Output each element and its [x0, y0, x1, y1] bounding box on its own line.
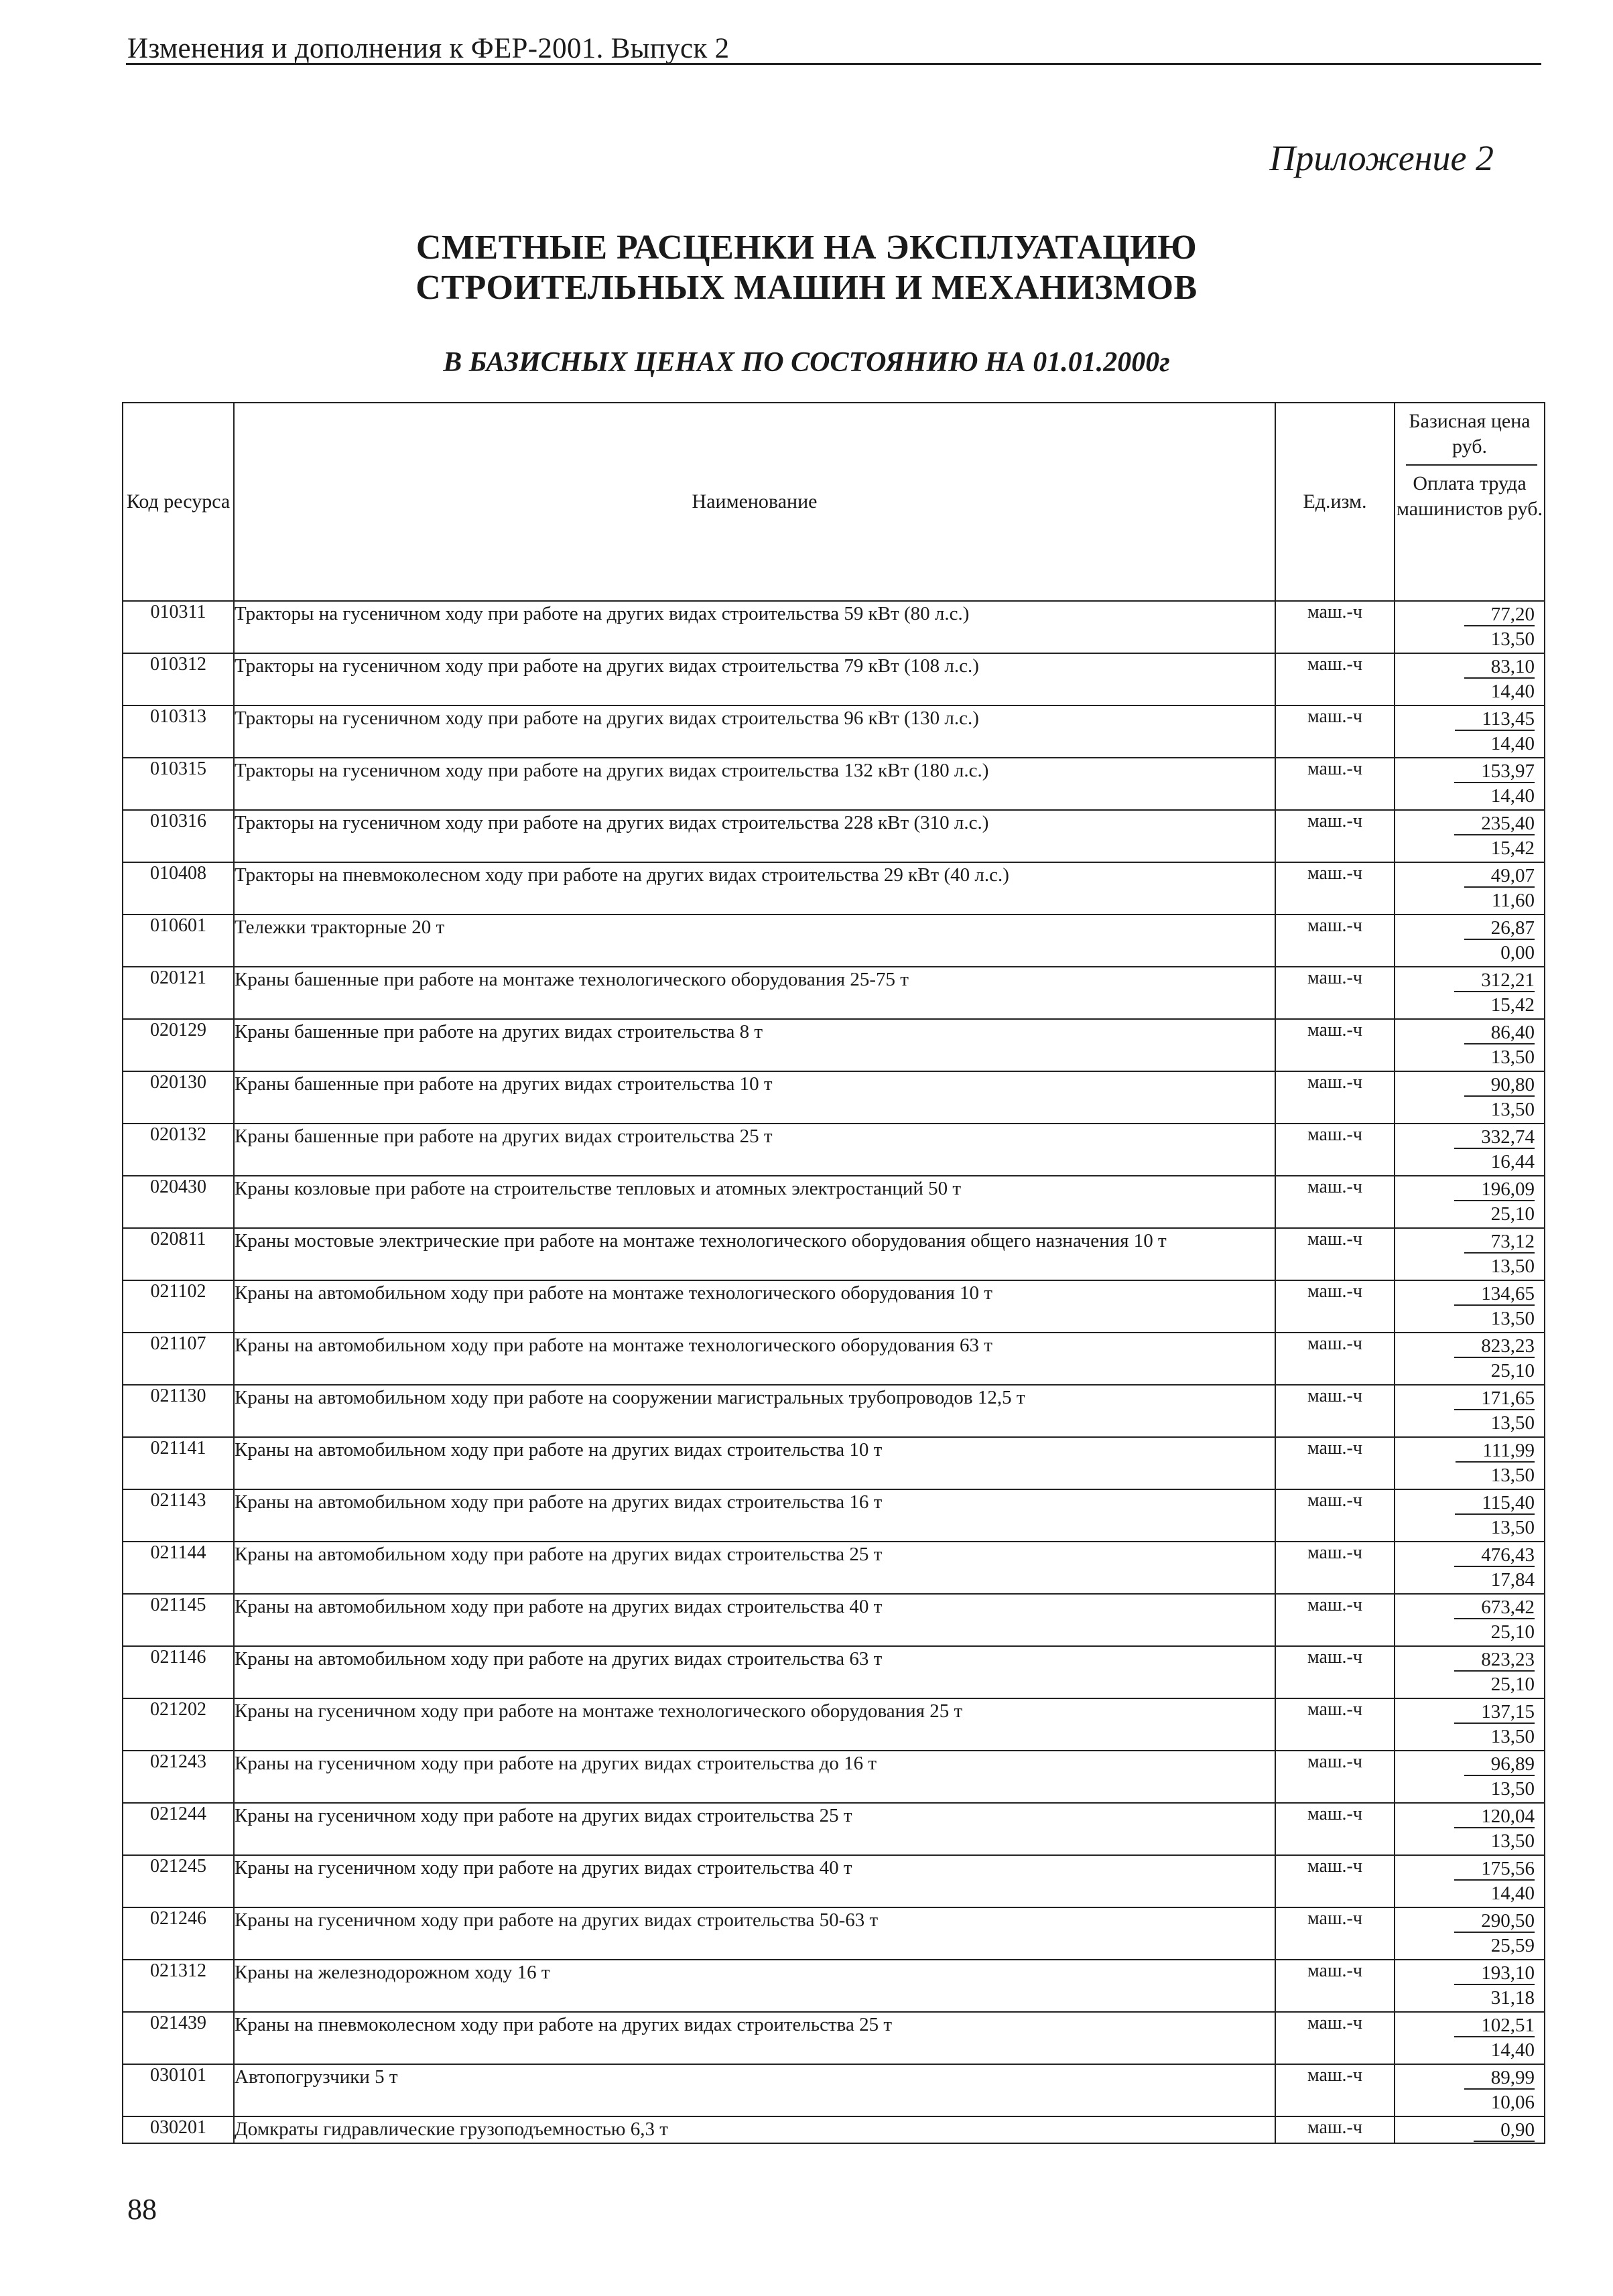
- unit-of-measure: маш.-ч: [1275, 967, 1395, 1019]
- base-price-line: [1395, 1124, 1544, 1148]
- running-header: Изменения и дополнения к ФЕР-2001. Выпуск 2: [127, 33, 730, 64]
- base-price-line: [1395, 706, 1544, 730]
- labor-cost: 13,50: [1490, 628, 1535, 650]
- resource-name: Краны козловые при работе на строительстве тепловых и атомных электростанций 50 т: [234, 1176, 1275, 1228]
- base-price-line: [1395, 1595, 1544, 1619]
- labor-cost: 13,50: [1490, 1308, 1535, 1329]
- resource-name: Тележки тракторные 20 т: [234, 915, 1275, 967]
- resource-name: Краны башенные при работе на других видах строительства 8 т: [234, 1019, 1275, 1071]
- base-price: 823,23: [1454, 1649, 1535, 1672]
- table-row: [123, 705, 1545, 758]
- unit-of-measure: маш.-ч: [1275, 2116, 1395, 2143]
- base-price: 332,74: [1454, 1126, 1535, 1149]
- unit-of-measure: маш.-ч: [1275, 1751, 1395, 1803]
- unit-of-measure: маш.-ч: [1275, 705, 1395, 758]
- unit-of-measure: маш.-ч: [1275, 1019, 1395, 1071]
- base-price-line: [1395, 1333, 1544, 1357]
- column-header-code: Код ресурса: [123, 403, 234, 601]
- resource-name: Краны на автомобильном ходу при работе на других видах строительства 16 т: [234, 1489, 1275, 1542]
- resource-name: Тракторы на гусеничном ходу при работе на других видах строительства 132 кВт (180 л.с.): [234, 758, 1275, 810]
- table-row: [123, 1907, 1545, 1960]
- table-row: [123, 1176, 1545, 1228]
- price-cell: [1395, 705, 1545, 758]
- table-row: [123, 1803, 1545, 1855]
- column-header-base-price: Базисная цена руб.: [1409, 410, 1531, 458]
- price-cell: [1395, 1385, 1545, 1437]
- price-cell: [1395, 758, 1545, 810]
- document-title-line-2: СТРОИТЕЛЬНЫХ МАШИН И МЕХАНИЗМОВ: [415, 269, 1198, 307]
- resource-name: Краны башенные при работе на других видах строительства 25 т: [234, 1124, 1275, 1176]
- base-price-line: [1395, 1490, 1544, 1514]
- base-price-line: [1395, 758, 1544, 783]
- base-price-line: [1395, 1960, 1544, 1984]
- unit-of-measure: маш.-ч: [1275, 1071, 1395, 1124]
- resource-code: 021245: [123, 1855, 234, 1907]
- unit-of-measure: маш.-ч: [1275, 653, 1395, 705]
- table-row: [123, 1124, 1545, 1176]
- unit-of-measure: маш.-ч: [1275, 1803, 1395, 1855]
- table-row: [123, 1019, 1545, 1071]
- labor-cost: 13,50: [1490, 1099, 1535, 1120]
- price-cell: [1395, 1594, 1545, 1646]
- labor-cost: 25,10: [1490, 1360, 1535, 1381]
- resource-code: 020430: [123, 1176, 234, 1228]
- price-cell: [1395, 1280, 1545, 1333]
- column-header-labor-cost: Оплата труда машинистов руб.: [1396, 472, 1543, 520]
- resource-name: Краны на автомобильном ходу при работе на сооружении магистральных трубопроводов 12,5 т: [234, 1385, 1275, 1437]
- resource-code: 021143: [123, 1489, 234, 1542]
- base-price-line: [1395, 1281, 1544, 1305]
- resource-name: Краны на гусеничном ходу при работе на других видах строительства 25 т: [234, 1803, 1275, 1855]
- machine-rates-table: [122, 402, 1545, 2144]
- labor-cost: 13,50: [1490, 1412, 1535, 1434]
- table-row: [123, 1333, 1545, 1385]
- column-header-price: [1395, 403, 1545, 601]
- price-cell: [1395, 1646, 1545, 1698]
- labor-cost: 16,44: [1490, 1151, 1535, 1172]
- base-price: 86,40: [1464, 1022, 1535, 1044]
- resource-name: Краны башенные при работе на других видах строительства 10 т: [234, 1071, 1275, 1124]
- base-price: 89,99: [1464, 2067, 1535, 2090]
- unit-of-measure: маш.-ч: [1275, 1698, 1395, 1751]
- resource-code: 020129: [123, 1019, 234, 1071]
- base-price: 290,50: [1454, 1910, 1535, 1933]
- base-price-line: [1395, 1699, 1544, 1723]
- resource-code: 030101: [123, 2064, 234, 2116]
- unit-of-measure: маш.-ч: [1275, 1385, 1395, 1437]
- resource-name: Краны на пневмоколесном ходу при работе на других видах строительства 25 т: [234, 2012, 1275, 2064]
- labor-cost: 13,50: [1490, 1046, 1535, 1068]
- unit-of-measure: маш.-ч: [1275, 1646, 1395, 1698]
- price-cell: [1395, 2012, 1545, 2064]
- base-price-line: [1395, 2065, 1544, 2089]
- base-price: 235,40: [1454, 813, 1535, 835]
- base-price-line: [1395, 1804, 1544, 1828]
- table-row: [123, 2116, 1545, 2143]
- table-body: [123, 601, 1545, 2143]
- resource-name: Краны на гусеничном ходу при работе на других видах строительства 50-63 т: [234, 1907, 1275, 1960]
- base-price-line: [1395, 1908, 1544, 1932]
- price-cell: [1395, 1176, 1545, 1228]
- unit-of-measure: маш.-ч: [1275, 2064, 1395, 2116]
- base-price: 115,40: [1455, 1492, 1535, 1515]
- base-price: 102,51: [1454, 2015, 1535, 2037]
- price-cell: [1395, 653, 1545, 705]
- table-header-row: [123, 403, 1545, 601]
- unit-of-measure: маш.-ч: [1275, 1542, 1395, 1594]
- labor-cost: 13,50: [1490, 1830, 1535, 1852]
- resource-code: 021243: [123, 1751, 234, 1803]
- resource-name: Краны на гусеничном ходу при работе на других видах строительства до 16 т: [234, 1751, 1275, 1803]
- resource-code: 021202: [123, 1698, 234, 1751]
- resource-code: 021312: [123, 1960, 234, 2012]
- table-row: [123, 1698, 1545, 1751]
- price-cell: [1395, 2116, 1545, 2143]
- resource-code: 021439: [123, 2012, 234, 2064]
- price-cell: [1395, 1228, 1545, 1280]
- resource-name: Краны на гусеничном ходу при работе на монтаже технологического оборудования 25 т: [234, 1698, 1275, 1751]
- unit-of-measure: маш.-ч: [1275, 1176, 1395, 1228]
- base-price-line: [1395, 811, 1544, 835]
- labor-cost: 17,84: [1490, 1569, 1535, 1591]
- resource-code: 020130: [123, 1071, 234, 1124]
- base-price-line: [1395, 654, 1544, 678]
- price-cell: [1395, 1907, 1545, 1960]
- base-price-line: [1395, 1072, 1544, 1096]
- resource-code: 021246: [123, 1907, 234, 1960]
- table-row: [123, 1960, 1545, 2012]
- unit-of-measure: маш.-ч: [1275, 1594, 1395, 1646]
- unit-of-measure: маш.-ч: [1275, 2012, 1395, 2064]
- unit-of-measure: маш.-ч: [1275, 1333, 1395, 1385]
- price-cell: [1395, 915, 1545, 967]
- base-price-line: [1395, 602, 1544, 626]
- resource-name: Краны на автомобильном ходу при работе на других видах строительства 40 т: [234, 1594, 1275, 1646]
- resource-code: 010312: [123, 653, 234, 705]
- unit-of-measure: маш.-ч: [1275, 1960, 1395, 2012]
- resource-code: 020811: [123, 1228, 234, 1280]
- base-price: 153,97: [1454, 760, 1535, 783]
- base-price: 476,43: [1454, 1544, 1535, 1567]
- document-title-line-1: СМЕТНЫЕ РАСЦЕНКИ НА ЭКСПЛУАТАЦИЮ: [415, 228, 1198, 267]
- resource-code: 010311: [123, 601, 234, 653]
- resource-name: Краны на автомобильном ходу при работе на других видах строительства 63 т: [234, 1646, 1275, 1698]
- price-cell: [1395, 1698, 1545, 1751]
- unit-of-measure: маш.-ч: [1275, 601, 1395, 653]
- price-header-divider: [1406, 464, 1537, 466]
- price-cell: [1395, 2064, 1545, 2116]
- base-price-line: [1395, 967, 1544, 992]
- unit-of-measure: маш.-ч: [1275, 1124, 1395, 1176]
- resource-name: Тракторы на гусеничном ходу при работе на других видах строительства 59 кВт (80 л.с.): [234, 601, 1275, 653]
- resource-code: 021130: [123, 1385, 234, 1437]
- table-row: [123, 1437, 1545, 1489]
- price-cell: [1395, 862, 1545, 915]
- price-cell: [1395, 1855, 1545, 1907]
- price-cell: [1395, 1751, 1545, 1803]
- labor-cost: 14,40: [1490, 785, 1535, 807]
- labor-cost: 13,50: [1490, 1726, 1535, 1747]
- resource-code: 020121: [123, 967, 234, 1019]
- base-price-line: [1395, 1856, 1544, 1880]
- base-price: 49,07: [1464, 865, 1535, 888]
- resource-name: Краны на гусеничном ходу при работе на других видах строительства 40 т: [234, 1855, 1275, 1907]
- unit-of-measure: маш.-ч: [1275, 1228, 1395, 1280]
- base-price: 673,42: [1454, 1597, 1535, 1619]
- resource-code: 020132: [123, 1124, 234, 1176]
- base-price: 120,04: [1454, 1806, 1535, 1828]
- labor-cost: 25,10: [1490, 1203, 1535, 1225]
- labor-cost: 13,50: [1490, 1517, 1535, 1538]
- column-header-name: Наименование: [234, 403, 1275, 601]
- price-cell: [1395, 1124, 1545, 1176]
- resource-name: Краны на железнодорожном ходу 16 т: [234, 1960, 1275, 2012]
- base-price-line: [1395, 1020, 1544, 1044]
- base-price-line: [1395, 2013, 1544, 2037]
- base-price: 175,56: [1454, 1858, 1535, 1881]
- base-price-line: [1395, 1542, 1544, 1566]
- labor-cost: 10,06: [1490, 2092, 1535, 2113]
- resource-name: Автопогрузчики 5 т: [234, 2064, 1275, 2116]
- labor-cost: 14,40: [1490, 681, 1535, 702]
- labor-cost: 15,42: [1490, 837, 1535, 859]
- base-price: 312,21: [1454, 969, 1535, 992]
- price-cell: [1395, 1333, 1545, 1385]
- base-price: 77,20: [1464, 604, 1535, 626]
- resource-code: 021144: [123, 1542, 234, 1594]
- base-price-line: [1395, 1438, 1544, 1462]
- resource-code: 021244: [123, 1803, 234, 1855]
- labor-cost: 25,10: [1490, 1674, 1535, 1695]
- table-row: [123, 1385, 1545, 1437]
- labor-cost: 13,50: [1490, 1778, 1535, 1800]
- base-price: 96,89: [1464, 1753, 1535, 1776]
- document-subtitle: В БАЗИСНЫХ ЦЕНАХ ПО СОСТОЯНИЮ НА 01.01.2000г: [443, 347, 1170, 378]
- labor-cost: 31,18: [1490, 1987, 1535, 2009]
- resource-code: 010601: [123, 915, 234, 967]
- labor-cost: 13,50: [1490, 1256, 1535, 1277]
- price-cell: [1395, 1960, 1545, 2012]
- resource-name: Краны на автомобильном ходу при работе на монтаже технологического оборудования 10 т: [234, 1280, 1275, 1333]
- resource-code: 021146: [123, 1646, 234, 1698]
- table-row: [123, 758, 1545, 810]
- base-price: 83,10: [1464, 656, 1535, 679]
- labor-cost: 25,10: [1490, 1621, 1535, 1643]
- unit-of-measure: маш.-ч: [1275, 1855, 1395, 1907]
- base-price: 171,65: [1454, 1388, 1535, 1410]
- base-price: 193,10: [1454, 1962, 1535, 1985]
- table-row: [123, 967, 1545, 1019]
- base-price-line: [1395, 915, 1544, 939]
- table-row: [123, 1280, 1545, 1333]
- price-cell: [1395, 1019, 1545, 1071]
- resource-code: 010313: [123, 705, 234, 758]
- base-price-line: [1395, 1229, 1544, 1253]
- base-price-line: [1395, 1647, 1544, 1671]
- resource-name: Тракторы на гусеничном ходу при работе на других видах строительства 79 кВт (108 л.с.): [234, 653, 1275, 705]
- resource-code: 010316: [123, 810, 234, 862]
- labor-cost: 13,50: [1490, 1465, 1535, 1486]
- labor-cost: 25,59: [1490, 1935, 1535, 1956]
- resource-name: Краны мостовые электрические при работе на монтаже технологического оборудования общего назначения 10 т: [234, 1228, 1275, 1280]
- table-row: [123, 862, 1545, 915]
- base-price: 111,99: [1456, 1440, 1535, 1463]
- price-cell: [1395, 1071, 1545, 1124]
- price-cell: [1395, 967, 1545, 1019]
- base-price: 90,80: [1464, 1074, 1535, 1097]
- labor-cost: 11,60: [1491, 890, 1535, 911]
- resource-name: Краны на автомобильном ходу при работе на монтаже технологического оборудования 63 т: [234, 1333, 1275, 1385]
- table-row: [123, 1542, 1545, 1594]
- base-price: 196,09: [1454, 1178, 1535, 1201]
- base-price: 73,12: [1464, 1231, 1535, 1254]
- price-cell: [1395, 1489, 1545, 1542]
- resource-code: 021145: [123, 1594, 234, 1646]
- labor-cost: 15,42: [1490, 994, 1535, 1016]
- table-row: [123, 1594, 1545, 1646]
- base-price-line: [1395, 2117, 1544, 2141]
- base-price-line: [1395, 1751, 1544, 1775]
- resource-name: Тракторы на гусеничном ходу при работе на других видах строительства 96 кВт (130 л.с.): [234, 705, 1275, 758]
- unit-of-measure: маш.-ч: [1275, 862, 1395, 915]
- base-price: 134,65: [1454, 1283, 1535, 1306]
- base-price: 0,90: [1474, 2119, 1535, 2142]
- header-rule: [126, 63, 1541, 65]
- labor-cost: 0,00: [1500, 942, 1535, 963]
- unit-of-measure: маш.-ч: [1275, 1489, 1395, 1542]
- resource-name: Краны башенные при работе на монтаже технологического оборудования 25-75 т: [234, 967, 1275, 1019]
- unit-of-measure: маш.-ч: [1275, 1437, 1395, 1489]
- table-row: [123, 2064, 1545, 2116]
- table-row: [123, 1751, 1545, 1803]
- table-row: [123, 1646, 1545, 1698]
- labor-cost: 14,40: [1490, 733, 1535, 754]
- base-price: 113,45: [1455, 708, 1535, 731]
- table-row: [123, 1228, 1545, 1280]
- base-price: 823,23: [1454, 1335, 1535, 1358]
- price-cell: [1395, 1803, 1545, 1855]
- labor-cost: 14,40: [1490, 2039, 1535, 2061]
- column-header-unit: Ед.изм.: [1275, 403, 1395, 601]
- table-row: [123, 1855, 1545, 1907]
- unit-of-measure: маш.-ч: [1275, 810, 1395, 862]
- resource-code: 021107: [123, 1333, 234, 1385]
- unit-of-measure: маш.-ч: [1275, 1280, 1395, 1333]
- price-cell: [1395, 1542, 1545, 1594]
- table-row: [123, 1489, 1545, 1542]
- resource-name: Тракторы на пневмоколесном ходу при работе на других видах строительства 29 кВт (40 л.с.): [234, 862, 1275, 915]
- resource-code: 010315: [123, 758, 234, 810]
- unit-of-measure: маш.-ч: [1275, 915, 1395, 967]
- base-price-line: [1395, 863, 1544, 887]
- table-row: [123, 810, 1545, 862]
- base-price-line: [1395, 1176, 1544, 1201]
- table-row: [123, 2012, 1545, 2064]
- price-cell: [1395, 601, 1545, 653]
- base-price: 137,15: [1454, 1701, 1535, 1724]
- labor-cost: 14,40: [1490, 1883, 1535, 1904]
- resource-code: 021141: [123, 1437, 234, 1489]
- base-price-line: [1395, 1386, 1544, 1410]
- resource-name: Краны на автомобильном ходу при работе на других видах строительства 10 т: [234, 1437, 1275, 1489]
- page-number: 88: [127, 2193, 157, 2226]
- table-row: [123, 915, 1545, 967]
- table-row: [123, 1071, 1545, 1124]
- resource-code: 021102: [123, 1280, 234, 1333]
- table-row: [123, 653, 1545, 705]
- price-cell: [1395, 1437, 1545, 1489]
- unit-of-measure: маш.-ч: [1275, 758, 1395, 810]
- price-cell: [1395, 810, 1545, 862]
- unit-of-measure: маш.-ч: [1275, 1907, 1395, 1960]
- resource-code: 030201: [123, 2116, 234, 2143]
- resource-name: Тракторы на гусеничном ходу при работе на других видах строительства 228 кВт (310 л.с.): [234, 810, 1275, 862]
- appendix-label: Приложение 2: [1269, 138, 1494, 178]
- resource-name: Краны на автомобильном ходу при работе на других видах строительства 25 т: [234, 1542, 1275, 1594]
- table-row: [123, 601, 1545, 653]
- resource-name: Домкраты гидравлические грузоподъемностью 6,3 т: [234, 2116, 1275, 2143]
- resource-code: 010408: [123, 862, 234, 915]
- base-price: 26,87: [1464, 917, 1535, 940]
